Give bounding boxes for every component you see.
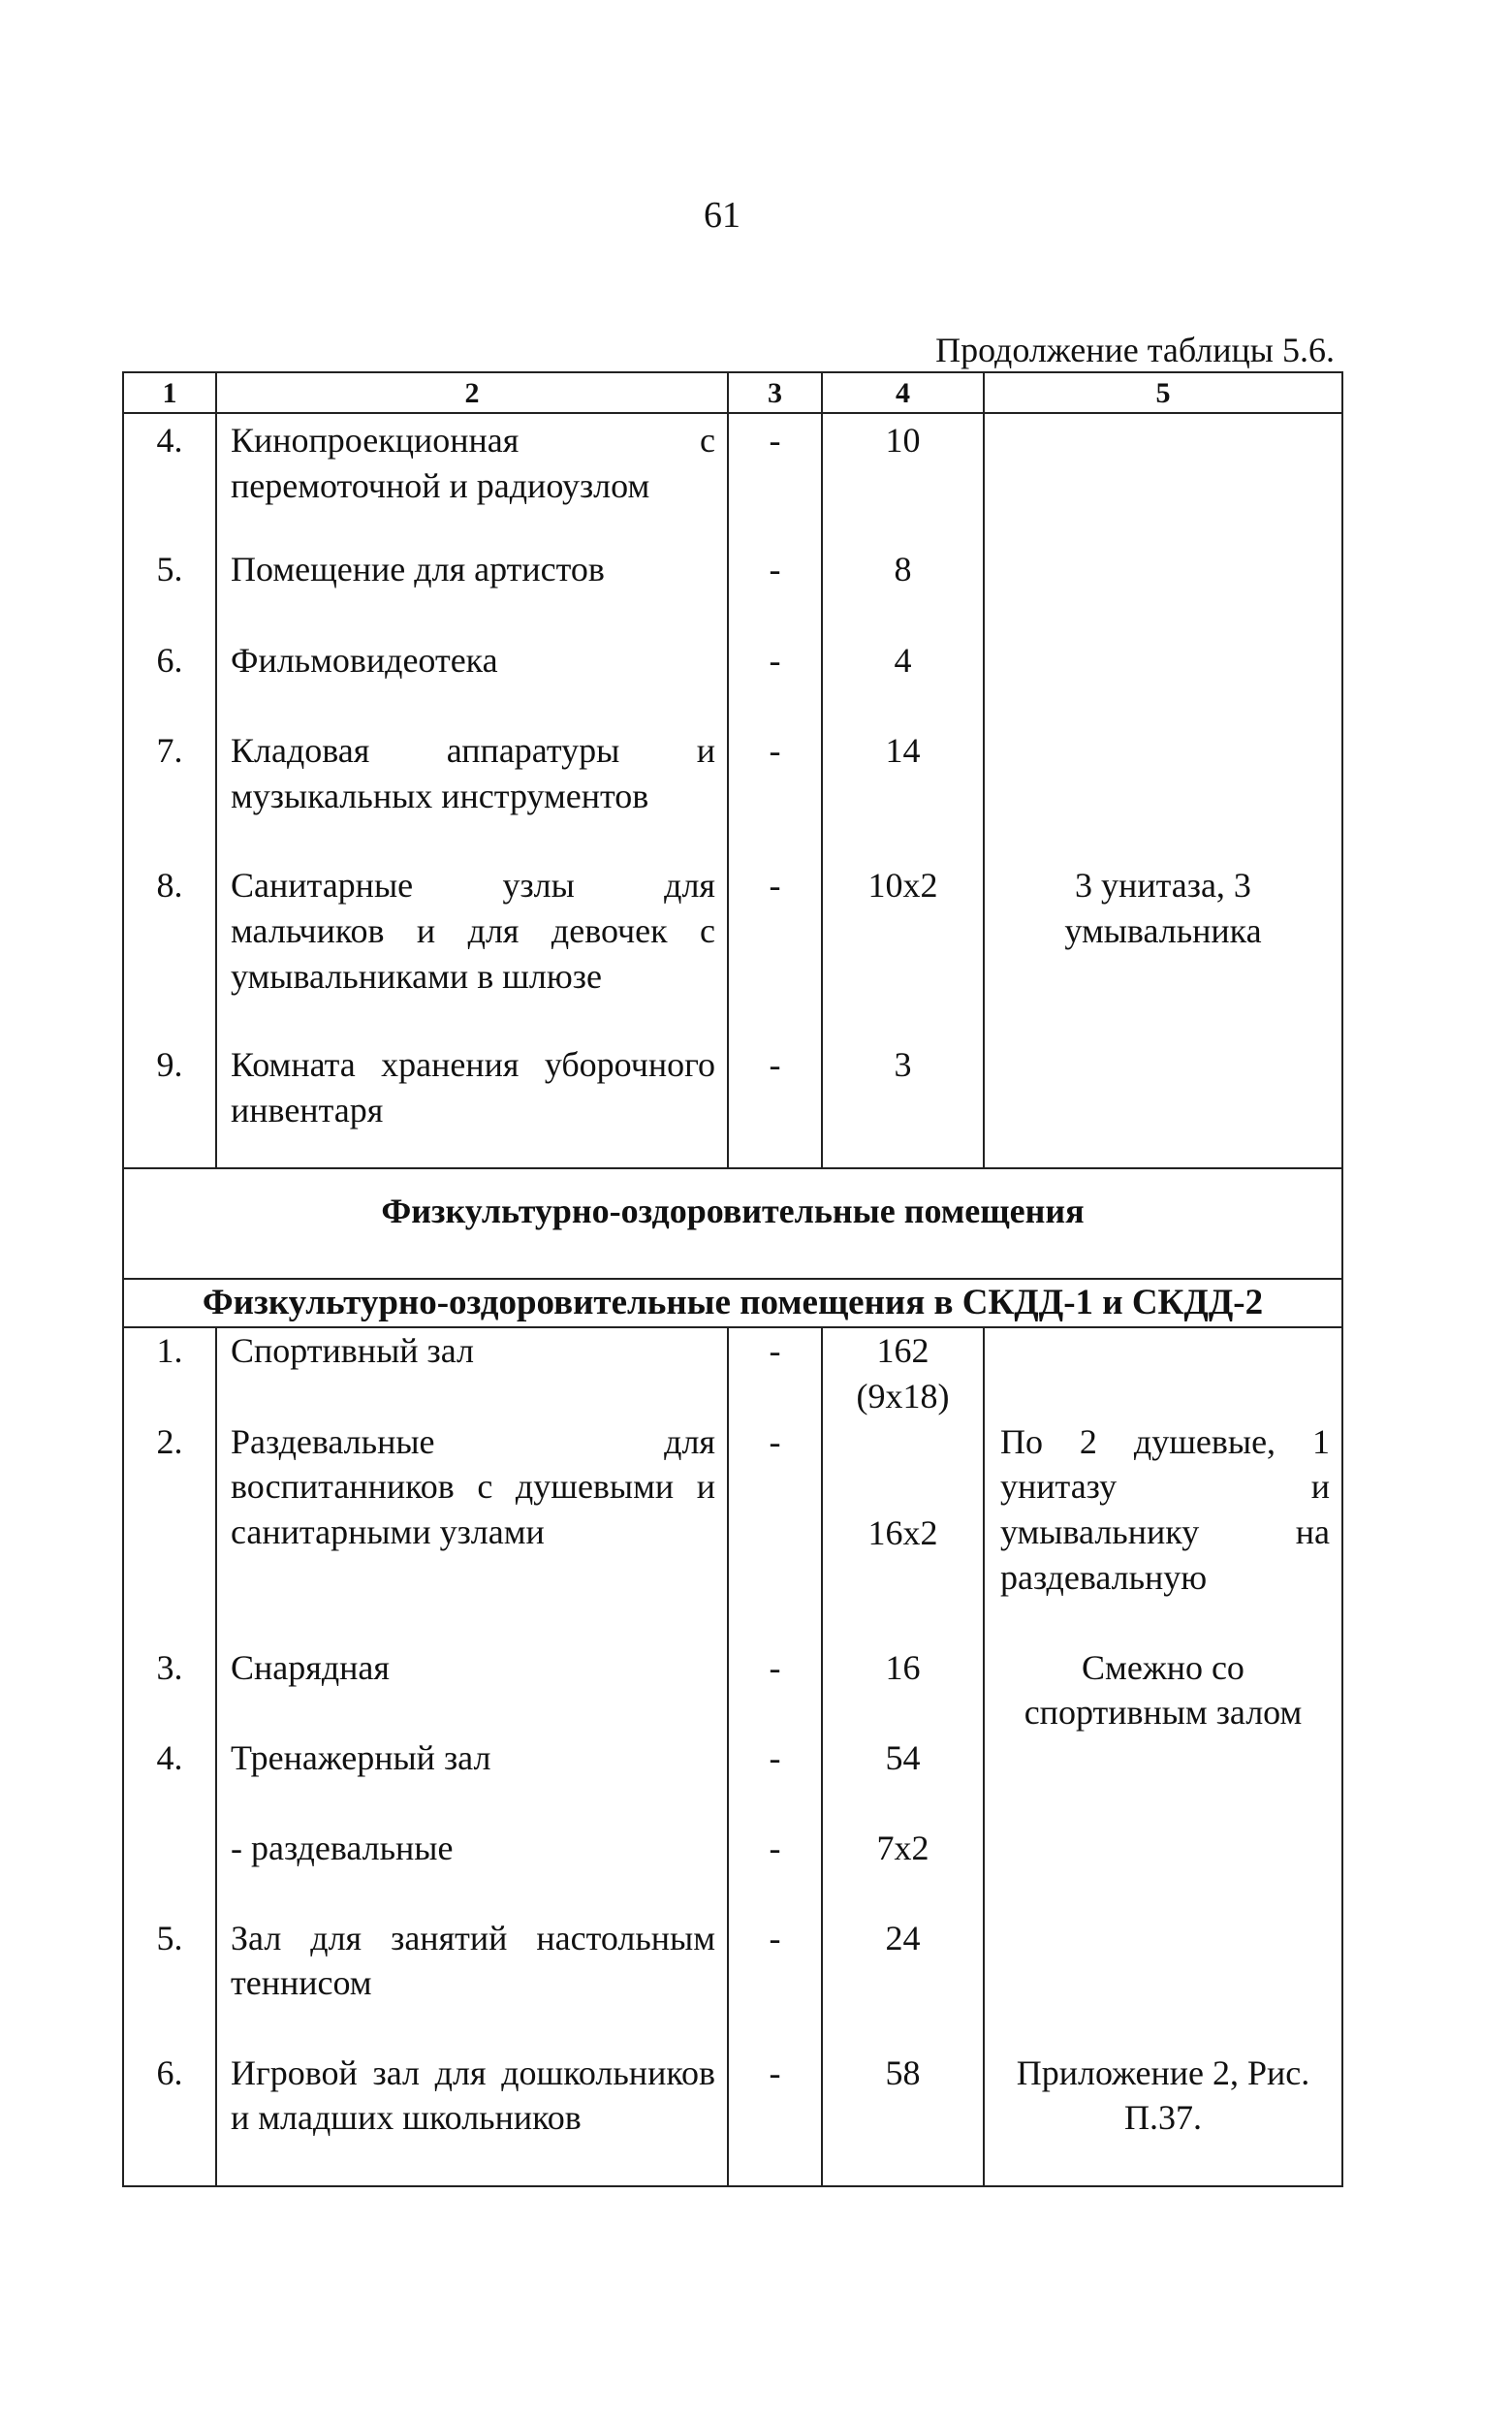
note: 3 унитаза, 3 умывальника [984,863,1342,1042]
header-col-3: 3 [728,372,822,413]
area-value: 10x2 [822,863,984,1042]
note: Смежно со спортивным залом [984,1645,1342,1916]
header-col-2: 2 [216,372,728,413]
subsection-row [123,1279,1342,1327]
table-row [123,638,1342,728]
table-row [123,1327,1342,1419]
table-continuation-caption: Продолжение таблицы 5.6. [935,331,1335,369]
header-col-1: 1 [123,372,216,413]
note: Приложение 2, Рис. П.37. [984,2051,1342,2186]
row-number: 3. [123,1645,216,1735]
area-value: 16x2 [822,1419,984,1645]
table-row [123,1419,1342,1645]
row-number: 2. [123,1419,216,1645]
table-row [123,547,1342,638]
row-number [123,1826,216,1916]
col3-value: - [728,1826,822,1916]
table-row [123,2051,1342,2186]
note [984,638,1342,728]
col3-value: - [728,1645,822,1735]
col3-value: - [728,1916,822,2051]
col3-value: - [728,863,822,1042]
row-number: 1. [123,1327,216,1419]
room-name: Комната хранения уборочного инвентаря [216,1042,728,1168]
table-row [123,863,1342,1042]
room-name: Зал для занятий настольным теннисом [216,1916,728,2051]
table-row [123,1042,1342,1168]
table-row [123,413,1342,547]
header-col-4: 4 [822,372,984,413]
area-value: 10 [822,413,984,547]
row-number: 9. [123,1042,216,1168]
page-number: 61 [704,195,740,236]
room-name: Кладовая аппаратуры и музыкальных инструментов [216,728,728,863]
row-number: 5. [123,1916,216,2051]
note [984,1916,1342,2051]
area-value: 24 [822,1916,984,2051]
room-name: Спортивный зал [216,1327,728,1419]
col3-value: - [728,413,822,547]
room-name: - раздевальные [216,1826,728,1916]
room-name: Снарядная [216,1645,728,1735]
subsection-title: Физкультурно-оздоровительные помещения в СКДД-1 и СКДД-2 [123,1279,1342,1327]
row-number: 7. [123,728,216,863]
area-value: 162 (9x18) [822,1327,984,1419]
col3-value: - [728,1419,822,1645]
rooms-table [122,371,1343,2187]
table-header-row [123,372,1342,413]
room-name: Раздевальные для воспитанников с душевыми и санитарными узлами [216,1419,728,1645]
room-name: Кинопроекционная с перемоточной и радиоузлом [216,413,728,547]
row-number: 4. [123,1735,216,1826]
row-number: 4. [123,413,216,547]
note [984,1042,1342,1168]
table-row [123,1645,1342,1735]
area-value: 58 [822,2051,984,2186]
row-number: 8. [123,863,216,1042]
table-row [123,728,1342,863]
header-col-5: 5 [984,372,1342,413]
room-name: Тренажерный зал [216,1735,728,1826]
col3-value: - [728,728,822,863]
col3-value: - [728,638,822,728]
room-name: Помещение для артистов [216,547,728,638]
room-name: Игровой зал для дошкольников и младших школьников [216,2051,728,2186]
section-row [123,1168,1342,1279]
row-number: 6. [123,638,216,728]
row-number: 5. [123,547,216,638]
note: По 2 душевые, 1 унитазу и умывальнику на раздевальную [984,1419,1342,1645]
table-row [123,1916,1342,2051]
area-value: 14 [822,728,984,863]
col3-value: - [728,1327,822,1419]
row-number: 6. [123,2051,216,2186]
col3-value: - [728,2051,822,2186]
note [984,728,1342,863]
area-value: 8 [822,547,984,638]
section-title: Физкультурно-оздоровительные помещения [123,1168,1342,1279]
col3-value: - [728,1042,822,1168]
note [984,547,1342,638]
area-value: 3 [822,1042,984,1168]
note [984,413,1342,547]
area-value: 4 [822,638,984,728]
room-name: Санитарные узлы для мальчиков и для девочек с умывальниками в шлюзе [216,863,728,1042]
room-name: Фильмовидеотека [216,638,728,728]
col3-value: - [728,1735,822,1826]
col3-value: - [728,547,822,638]
note [984,1327,1342,1419]
area-value: 16 [822,1645,984,1735]
area-value: 54 [822,1735,984,1826]
area-value: 7x2 [822,1826,984,1916]
